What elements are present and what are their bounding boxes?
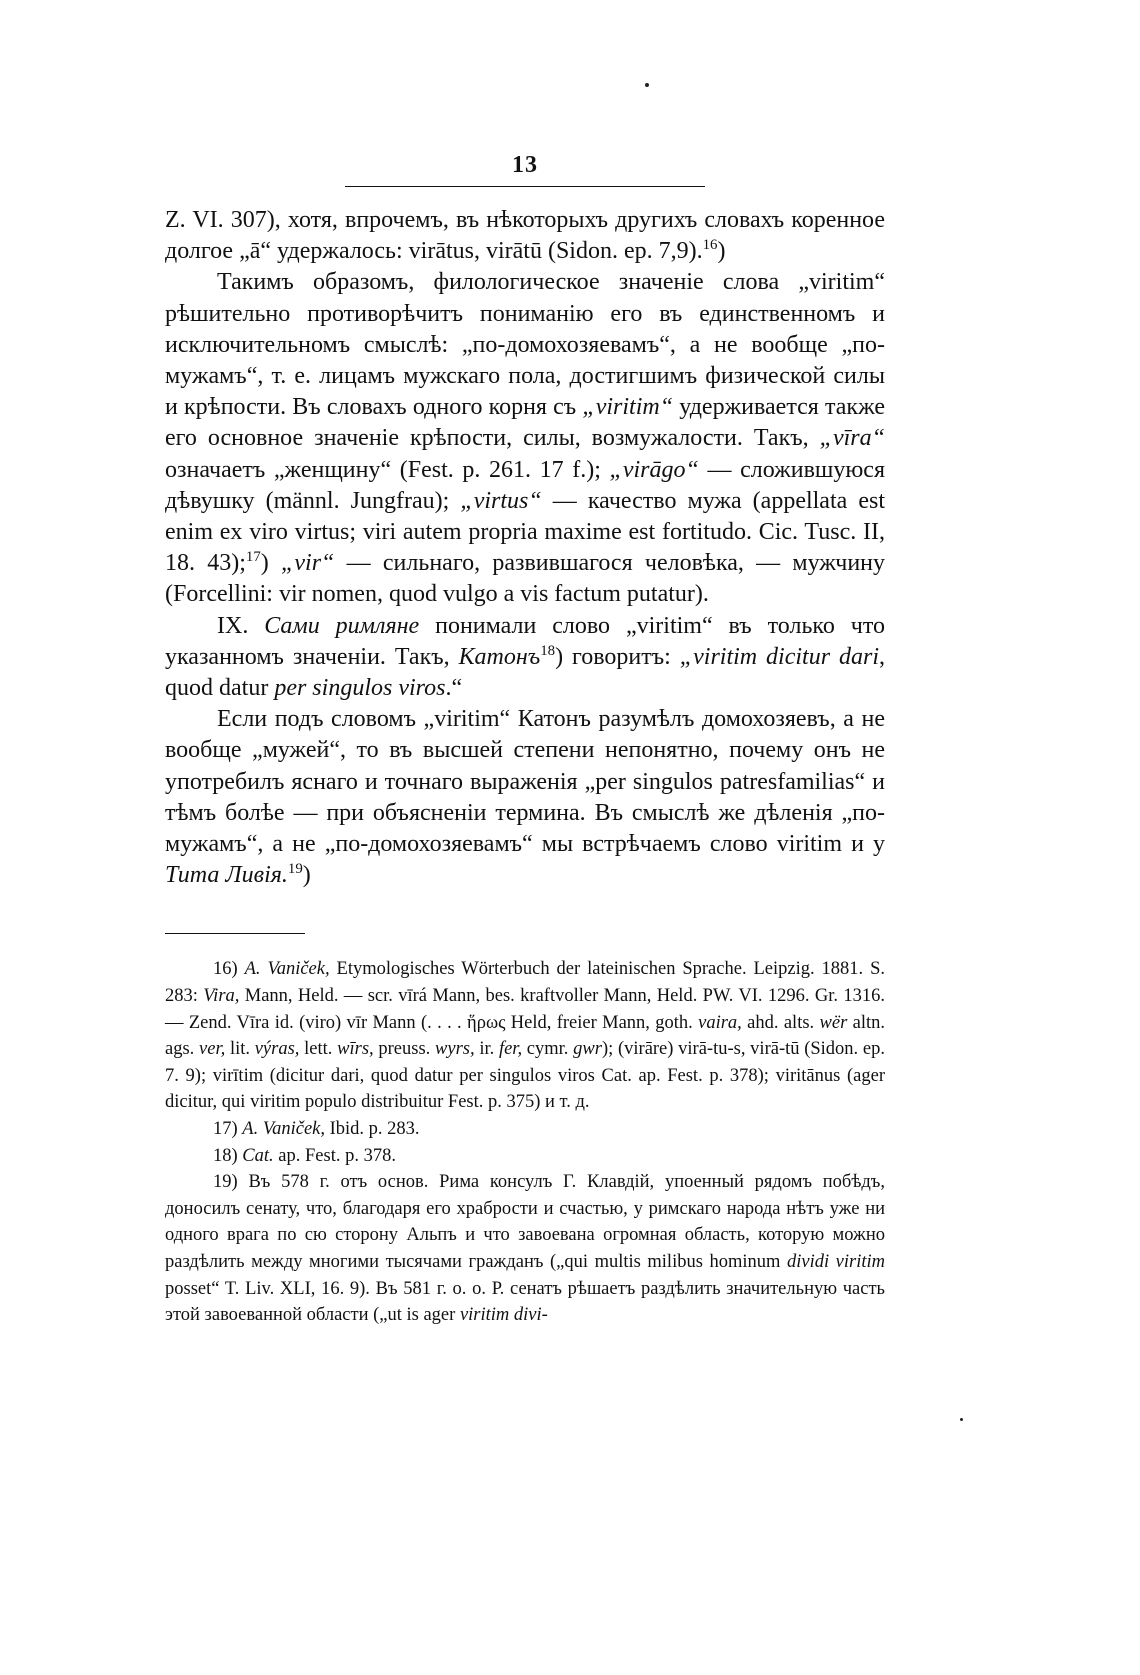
text-run: lett. xyxy=(299,1039,338,1060)
section-numeral: IX. xyxy=(217,612,265,639)
term-livy: Тита Ливiя. xyxy=(165,862,288,889)
quote-viritim-dicitur: „viritim dicitur dari xyxy=(679,643,879,670)
term: Vira, xyxy=(203,986,240,1007)
text-run: preuss. xyxy=(373,1039,436,1060)
term-vir: „vir“ xyxy=(281,550,335,577)
text-run: понимали слово „viritim“ въ только что указанномъ значенiи. Такъ, xyxy=(165,612,886,670)
text-run: ) xyxy=(302,862,311,889)
footnote-ref-18[interactable]: 18 xyxy=(540,642,556,659)
footnote-number: 19) xyxy=(213,1172,249,1193)
text-run: ); (virāre) virā-tu-s, virā-tū (Sidon. ep. 7. 9); virītim (dicitur dari, quod datur per singulos viros Cat. ap. Fest. p. 378); viritānus (ager dicitur, qui viritim populo distribuitur Fest. p. 375) и т. д. xyxy=(165,1039,885,1113)
term-viritim: „viritim“ xyxy=(582,394,674,421)
footnote-number: 16) xyxy=(213,959,245,980)
text-run: Если подъ словомъ „viritim“ Катонъ разумѣлъ домохозяевъ, а не вообще „мужей“, то въ высшей степени непонятно, почему онъ не употребилъ яснаго и точнаго выраженiя „per singulos patresfamilias“ и тѣмъ болѣе — при объясненiи термина. Въ смыслѣ же дѣленiя „по-мужамъ“, а не „по-домохозяевамъ“ мы встрѣчаемъ слово viritim и у xyxy=(165,706,885,858)
text-run: ahd. alts. xyxy=(741,1012,820,1033)
text-run: posset“ T. Liv. XLI, 16. 9). Въ 581 г. о. о. Р. сенатъ рѣшаетъ раздѣлить значительную часть этой завоеванной области („ut is ager xyxy=(165,1278,885,1326)
page xyxy=(165,150,885,1329)
footnote-19 xyxy=(165,1169,885,1329)
text-run: .“ xyxy=(445,675,463,702)
text-run: — сложившуюся дѣвушку (männl. Jungfrau); xyxy=(165,456,886,514)
footnotes xyxy=(165,956,885,1328)
text-run: — сильнаго, развившагося человѣка, — мужчину (Forcellini: vir nomen, quod vulgo a vis factum putatur). xyxy=(165,550,885,608)
term: wyrs, xyxy=(435,1039,475,1060)
term: dividi viritim xyxy=(786,1252,885,1272)
footnote-author: A. Vaniček, xyxy=(244,959,330,980)
main-text xyxy=(165,205,885,891)
text-run: ) говоритъ: xyxy=(555,643,680,670)
scan-speck-top xyxy=(645,83,649,87)
footnote-author: A. Vaniček, xyxy=(242,1119,325,1140)
text-run: ) xyxy=(260,550,282,577)
term: gwr xyxy=(573,1039,602,1060)
paragraph-section-ix xyxy=(165,611,885,705)
text-run: , quod datur xyxy=(165,643,885,702)
text-run: lit. xyxy=(225,1039,255,1060)
text-run: ) xyxy=(717,238,726,265)
paragraph-philology xyxy=(165,267,885,610)
text-run: Z. VI. 307), хотя, впрочемъ, въ нѣкоторыхъ другихъ словахъ коренное долгое „ā“ удержалось: virātus, virātū (Sidon. ep. 7,9). xyxy=(165,207,885,265)
footnote-18 xyxy=(165,1143,885,1170)
footnote-ref-16[interactable]: 16 xyxy=(702,237,718,254)
text-run: altn. ags. xyxy=(165,1012,885,1060)
text-run: удерживается также его основное значенiе крѣпости, силы, возмужалости. Такъ, xyxy=(165,394,885,452)
text-run: Mann, Held. — scr. vīrá Mann, bes. kraftvoller Mann, Held. PW. VI. 1296. Gr. 1316. — Zend. Vīra id. (viro) vīr Mann (. . . . ἥρως Held, freier Mann, goth. xyxy=(165,986,885,1033)
term: wīrs, xyxy=(337,1039,374,1060)
term: vaira, xyxy=(698,1012,742,1033)
footnote-16 xyxy=(165,956,885,1116)
text-run: Въ 578 г. отъ основ. Рима консулъ Г. Клавдiй, упоенный рядомъ побѣдъ, доносилъ сенату, что, благодаря его храбрости и счастью, у римскаго народа нѣтъ уже ни одного врага по сю сторону Альпъ и что завоевана огромная область, которую можно раздѣлить между многими тысячами гражданъ („qui multis milibus hominum xyxy=(165,1172,885,1272)
quote-per-singulos: per singulos viros xyxy=(274,675,446,702)
footnote-ref-17[interactable]: 17 xyxy=(245,549,261,566)
scan-speck-bottom xyxy=(960,1418,963,1421)
footnote-divider xyxy=(165,933,305,934)
term-cato: Катонъ xyxy=(458,643,541,670)
term: viritim divi- xyxy=(459,1305,548,1326)
text-run: означаетъ „женщину“ (Fest. p. 261. 17 f.); xyxy=(165,456,610,483)
term: ver, xyxy=(199,1039,226,1060)
text-run: ap. Fest. p. 378. xyxy=(273,1145,396,1166)
text-run: ir. xyxy=(474,1039,499,1060)
text-run: — качество мужа (appellata est enim ex viro virtus; viri autem propria maxime est fortitudo. Cic. Tusc. II, 18. 43); xyxy=(165,487,885,577)
text-run: Ibid. p. 283. xyxy=(325,1119,420,1140)
page-number: 13 xyxy=(345,150,705,187)
term-romans: Сами римляне xyxy=(264,612,420,639)
text-run: cymr. xyxy=(522,1039,574,1060)
footnote-number: 18) xyxy=(213,1145,243,1166)
text-run: Etymologisches Wörterbuch der lateinischen Sprache. Leipzig. 1881. S. 283: xyxy=(165,959,885,1007)
term: wër xyxy=(819,1012,848,1033)
term-virago: „virāgo“ xyxy=(609,456,699,483)
footnote-author: Cat. xyxy=(242,1145,274,1166)
term: výras, xyxy=(254,1039,300,1060)
footnote-number: 17) xyxy=(213,1119,243,1140)
footnote-ref-19[interactable]: 19 xyxy=(287,861,303,878)
term-vira: „vīra“ xyxy=(819,425,885,452)
text-run: Такимъ образомъ, филологическое значенiе слова „viritim“ рѣшительно противорѣчитъ пониманiю его въ единственномъ и исключительномъ смыслѣ: „по-домохозяевамъ“, а не вообще „по-мужамъ“, т. е. лицамъ мужскаго пола, достигшимъ физической силы и крѣпости. Въ словахъ одного корня съ xyxy=(165,269,885,421)
term: fer, xyxy=(498,1039,523,1060)
term-virtus: „virtus“ xyxy=(460,487,542,514)
paragraph-cato-argument xyxy=(165,704,885,891)
footnote-17 xyxy=(165,1116,885,1143)
paragraph-continuation xyxy=(165,205,885,267)
